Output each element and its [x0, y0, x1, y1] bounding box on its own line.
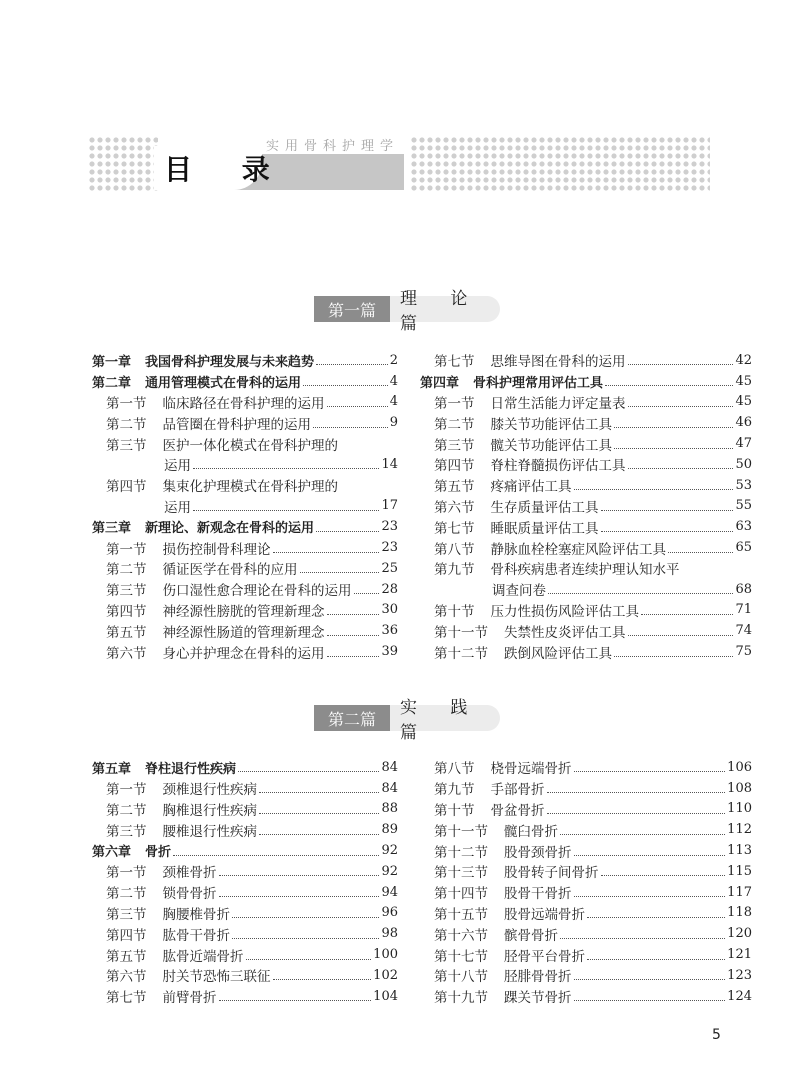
- toc-leader-dots: [300, 571, 380, 573]
- header-dot-pattern-left: [88, 136, 158, 192]
- toc-leader-dots: [547, 812, 726, 814]
- toc-entry-label: 第五章: [92, 761, 132, 777]
- toc-leader-dots: [548, 592, 733, 594]
- toc-entry-title: 脊柱脊髓损伤评估工具: [490, 458, 626, 475]
- toc-entry-label: 第五节: [106, 948, 147, 965]
- toc-entry-page: 28: [381, 581, 398, 597]
- part1-banner: [314, 289, 500, 334]
- toc-leader-dots: [259, 833, 379, 835]
- toc-entry-page: 45: [735, 394, 752, 410]
- toc-entry-page: 94: [381, 884, 398, 900]
- toc-leader-dots: [628, 467, 734, 469]
- toc-section-row: [92, 433, 398, 454]
- toc-entry-page: 88: [381, 801, 398, 817]
- header-dot-pattern-right: [410, 136, 710, 192]
- toc-entry-title: 膝关节功能评估工具: [490, 416, 612, 433]
- toc-section-row: [420, 944, 752, 965]
- toc-section-row: [420, 600, 752, 621]
- toc-entry-label: 第五节: [106, 624, 147, 641]
- part1-left-column: [92, 350, 398, 662]
- toc-leader-dots: [601, 530, 734, 532]
- toc-entry-label: 第七节: [106, 990, 147, 1007]
- toc-leader-dots: [193, 467, 379, 469]
- toc-entry-page: 92: [381, 843, 398, 859]
- toc-entry-label: 第十九节: [434, 990, 488, 1007]
- toc-leader-dots: [316, 530, 379, 532]
- part2-banner: [314, 698, 500, 743]
- toc-leader-dots: [259, 812, 379, 814]
- toc-entry-label: 第三节: [106, 823, 147, 840]
- toc-entry-page: 17: [381, 498, 398, 514]
- toc-chapter-row: [420, 371, 752, 392]
- toc-entry-title: 胸腰椎骨折: [162, 906, 230, 923]
- toc-entry-label: 第一节: [106, 865, 147, 882]
- toc-entry-title: 疼痛评估工具: [490, 479, 572, 496]
- toc-entry-title: 肘关节恐怖三联征: [162, 969, 271, 986]
- toc-leader-dots: [173, 854, 379, 856]
- toc-section-row: [420, 516, 752, 537]
- toc-section-row: [92, 537, 398, 558]
- part2-name: 实 践 篇: [400, 698, 482, 743]
- toc-entry-title: 股骨转子间骨折: [504, 865, 599, 882]
- toc-title: 目 录: [164, 153, 290, 186]
- toc-leader-dots: [601, 874, 726, 876]
- toc-entry-page: 53: [735, 477, 752, 493]
- toc-entry-title: 股骨远端骨折: [504, 906, 585, 923]
- toc-entry-page: 65: [735, 540, 752, 556]
- toc-entry-title: 日常生活能力评定量表: [490, 395, 626, 412]
- toc-section-row: [92, 778, 398, 799]
- toc-leader-dots: [316, 363, 388, 365]
- toc-entry-title: 静脉血栓栓塞症风险评估工具: [490, 541, 666, 558]
- part1-name: 理 论 篇: [400, 289, 482, 334]
- toc-section-row: [420, 433, 752, 454]
- toc-entry-page: 9: [389, 415, 398, 431]
- toc-entry-label: 第七节: [434, 354, 475, 371]
- toc-leader-dots: [587, 958, 725, 960]
- toc-entry-label: 第十六节: [434, 927, 488, 944]
- toc-entry-title: 身心并护理念在骨科的运用: [162, 645, 325, 662]
- toc-entry-page: 113: [727, 843, 752, 859]
- toc-entry-page: 14: [381, 456, 398, 472]
- toc-leader-dots: [327, 634, 380, 636]
- toc-section-row: [420, 923, 752, 944]
- toc-leader-dots: [238, 770, 379, 772]
- toc-leader-dots: [327, 613, 380, 615]
- toc-entry-title: 生存质量评估工具: [490, 499, 599, 516]
- toc-entry-title: 医护一体化模式在骨科护理的: [162, 437, 338, 454]
- toc-entry-page: 2: [389, 352, 398, 368]
- toc-leader-dots: [628, 634, 734, 636]
- toc-leader-dots: [574, 999, 726, 1001]
- toc-chapter-row: [92, 516, 398, 537]
- toc-entry-label: 第十四节: [434, 886, 488, 903]
- toc-section-row: [92, 944, 398, 965]
- toc-entry-title: 骨科疾病患者连续护理认知水平: [490, 562, 680, 579]
- toc-entry-page: 47: [735, 436, 752, 452]
- toc-entry-label: 第三节: [106, 437, 147, 454]
- toc-section-row: [92, 454, 398, 475]
- toc-entry-title: 损伤控制骨科理论: [162, 541, 271, 558]
- toc-entry-page: 89: [381, 822, 398, 838]
- toc-entry-label: 第四节: [106, 927, 147, 944]
- toc-leader-dots: [614, 655, 733, 657]
- toc-entry-title: 股骨颈骨折: [504, 844, 572, 861]
- toc-section-row: [92, 641, 398, 662]
- toc-entry-title: 手部骨折: [490, 782, 545, 799]
- toc-entry-page: 102: [373, 967, 398, 983]
- toc-entry-title: 踝关节骨折: [504, 990, 572, 1007]
- toc-entry-label: 第六章: [92, 845, 132, 861]
- toc-leader-dots: [574, 978, 726, 980]
- toc-entry-title: 跌倒风险评估工具: [504, 645, 612, 662]
- toc-section-row: [420, 778, 752, 799]
- toc-entry-page: 117: [727, 884, 752, 900]
- toc-section-row: [92, 903, 398, 924]
- toc-entry-page: 68: [735, 581, 752, 597]
- toc-section-row: [92, 475, 398, 496]
- toc-entry-title: 腰椎退行性疾病: [162, 823, 257, 840]
- toc-entry-label: 第二节: [434, 416, 475, 433]
- toc-entry-title: 压力性损伤风险评估工具: [490, 603, 639, 620]
- toc-section-row: [92, 986, 398, 1007]
- toc-entry-title: 神经源性肠道的管理新理念: [162, 624, 325, 641]
- toc-leader-dots: [547, 791, 726, 793]
- toc-leader-dots: [628, 405, 734, 407]
- toc-entry-title: 前臂骨折: [162, 990, 217, 1007]
- toc-entry-title: 神经源性膀胱的管理新理念: [162, 603, 325, 620]
- toc-entry-page: 106: [727, 759, 752, 775]
- toc-chapter-row: [92, 371, 398, 392]
- toc-entry-page: 46: [735, 415, 752, 431]
- toc-entry-label: 第十二节: [434, 844, 488, 861]
- toc-section-row: [420, 558, 752, 579]
- toc-section-row: [92, 558, 398, 579]
- toc-entry-label: 第一节: [106, 782, 147, 799]
- toc-section-row: [92, 965, 398, 986]
- toc-entry-title: 睡眠质量评估工具: [490, 520, 599, 537]
- toc-entry-label: 第五节: [434, 479, 475, 496]
- toc-entry-title: 集束化护理模式在骨科护理的: [162, 479, 338, 496]
- toc-entry-label: 第二章: [92, 375, 132, 391]
- book-title: 实用骨科护理学: [266, 139, 400, 154]
- toc-leader-dots: [219, 895, 380, 897]
- toc-entry-label: 第二节: [106, 886, 147, 903]
- toc-leader-dots: [574, 770, 726, 772]
- toc-section-row: [92, 579, 398, 600]
- toc-entry-title: 品管圈在骨科护理的运用: [162, 416, 311, 433]
- toc-leader-dots: [668, 551, 733, 553]
- toc-section-row: [420, 757, 752, 778]
- toc-entry-label: 第十节: [434, 603, 475, 620]
- toc-leader-dots: [246, 958, 372, 960]
- toc-entry-page: 36: [381, 623, 398, 639]
- toc-entry-label: 第九节: [434, 782, 475, 799]
- toc-section-row: [420, 620, 752, 641]
- toc-entry-label: 第一节: [106, 541, 147, 558]
- toc-entry-label: 第十一节: [434, 823, 488, 840]
- toc-entry-label: 第二节: [106, 416, 147, 433]
- toc-entry-label: 第三节: [434, 437, 475, 454]
- toc-entry-page: 42: [735, 352, 752, 368]
- toc-entry-title: 运用: [164, 499, 191, 516]
- toc-entry-label: 第四节: [106, 603, 147, 620]
- part1-right-column: [420, 350, 752, 662]
- toc-entry-label: 第十三节: [434, 865, 488, 882]
- toc-leader-dots: [574, 488, 734, 490]
- toc-entry-page: 39: [381, 644, 398, 660]
- toc-chapter-row: [92, 757, 398, 778]
- toc-entry-page: 63: [735, 519, 752, 535]
- toc-entry-label: 第八节: [434, 541, 475, 558]
- toc-leader-dots: [574, 854, 726, 856]
- toc-section-row: [92, 496, 398, 517]
- toc-section-row: [420, 986, 752, 1007]
- toc-leader-dots: [313, 426, 388, 428]
- toc-section-row: [420, 537, 752, 558]
- part2-left-column: [92, 757, 398, 1007]
- toc-section-row: [420, 861, 752, 882]
- page-header: [88, 132, 710, 190]
- toc-entry-title: 我国骨科护理发展与未来趋势: [145, 354, 315, 370]
- toc-entry-title: 调查问卷: [492, 583, 546, 600]
- toc-entry-page: 75: [735, 644, 752, 660]
- toc-entry-page: 71: [735, 602, 752, 618]
- toc-entry-page: 118: [727, 905, 752, 921]
- toc-entry-label: 第三节: [106, 906, 147, 923]
- part2-right-column: [420, 757, 752, 1007]
- toc-entry-title: 胫腓骨骨折: [504, 969, 572, 986]
- toc-entry-label: 第七节: [434, 520, 475, 537]
- toc-entry-title: 骨科护理常用评估工具: [473, 375, 604, 391]
- toc-entry-title: 胫骨平台骨折: [504, 948, 585, 965]
- toc-leader-dots: [605, 384, 733, 386]
- toc-entry-page: 108: [727, 780, 752, 796]
- toc-entry-title: 临床路径在骨科护理的运用: [162, 395, 325, 412]
- toc-entry-page: 84: [381, 759, 398, 775]
- toc-entry-title: 失禁性皮炎评估工具: [504, 624, 626, 641]
- toc-entry-label: 第十二节: [434, 645, 488, 662]
- toc-entry-page: 120: [727, 926, 752, 942]
- toc-section-row: [420, 454, 752, 475]
- toc-entry-page: 123: [727, 967, 752, 983]
- toc-entry-label: 第八节: [434, 761, 475, 778]
- toc-entry-title: 锁骨骨折: [162, 886, 217, 903]
- toc-section-row: [420, 475, 752, 496]
- toc-leader-dots: [628, 363, 734, 365]
- toc-section-row: [92, 620, 398, 641]
- toc-entry-page: 104: [373, 988, 398, 1004]
- toc-entry-page: 100: [373, 947, 398, 963]
- toc-entry-label: 第二节: [106, 802, 147, 819]
- toc-entry-title: 思维导图在骨科的运用: [490, 354, 626, 371]
- page-number: 5: [712, 1027, 721, 1043]
- toc-section-row: [420, 799, 752, 820]
- toc-section-row: [420, 496, 752, 517]
- toc-entry-page: 96: [381, 905, 398, 921]
- toc-entry-label: 第九节: [434, 562, 475, 579]
- toc-leader-dots: [614, 447, 733, 449]
- toc-entry-label: 第六节: [434, 499, 475, 516]
- toc-leader-dots: [574, 895, 726, 897]
- toc-entry-label: 第四节: [434, 458, 475, 475]
- toc-entry-title: 髌骨骨折: [504, 927, 558, 944]
- toc-leader-dots: [219, 874, 380, 876]
- toc-section-row: [92, 600, 398, 621]
- toc-entry-label: 第二节: [106, 562, 147, 579]
- toc-entry-label: 第六节: [106, 969, 147, 986]
- toc-entry-label: 第一节: [434, 395, 475, 412]
- toc-entry-page: 110: [727, 801, 752, 817]
- toc-leader-dots: [232, 916, 379, 918]
- toc-entry-page: 4: [389, 394, 398, 410]
- toc-section-row: [420, 392, 752, 413]
- toc-entry-title: 颈椎退行性疾病: [162, 782, 257, 799]
- toc-entry-title: 循证医学在骨科的应用: [162, 562, 298, 579]
- toc-section-row: [420, 840, 752, 861]
- toc-leader-dots: [273, 551, 380, 553]
- toc-section-row: [92, 392, 398, 413]
- toc-leader-dots: [273, 978, 372, 980]
- toc-entry-page: 92: [381, 863, 398, 879]
- toc-section-row: [420, 350, 752, 371]
- toc-entry-label: 第六节: [106, 645, 147, 662]
- toc-entry-label: 第三章: [92, 521, 132, 537]
- toc-section-row: [92, 819, 398, 840]
- toc-entry-label: 第十八节: [434, 969, 488, 986]
- toc-entry-page: 45: [735, 373, 752, 389]
- toc-entry-page: 4: [389, 373, 398, 389]
- toc-entry-title: 伤口湿性愈合理论在骨科的运用: [162, 583, 352, 600]
- toc-section-row: [420, 641, 752, 662]
- toc-entry-page: 50: [735, 456, 752, 472]
- toc-entry-title: 骨折: [145, 845, 172, 861]
- toc-entry-label: 第四节: [106, 479, 147, 496]
- toc-leader-dots: [327, 655, 380, 657]
- toc-leader-dots: [193, 509, 379, 511]
- toc-section-row: [92, 412, 398, 433]
- toc-entry-title: 新理论、新观念在骨科的运用: [145, 521, 315, 537]
- toc-leader-dots: [327, 405, 388, 407]
- toc-entry-page: 30: [381, 602, 398, 618]
- toc-section-row: [92, 882, 398, 903]
- toc-section-row: [92, 799, 398, 820]
- toc-entry-title: 骨盆骨折: [490, 802, 545, 819]
- toc-section-row: [420, 965, 752, 986]
- toc-entry-label: 第三节: [106, 583, 147, 600]
- toc-entry-title: 肱骨干骨折: [162, 927, 230, 944]
- toc-entry-page: 121: [727, 947, 752, 963]
- part2-number: 第二篇: [314, 705, 390, 731]
- toc-section-row: [420, 903, 752, 924]
- toc-entry-title: 脊柱退行性疾病: [145, 761, 237, 777]
- toc-entry-label: 第十一节: [434, 624, 488, 641]
- toc-leader-dots: [303, 384, 388, 386]
- toc-chapter-row: [92, 350, 398, 371]
- toc-entry-title: 髋臼骨折: [504, 823, 558, 840]
- toc-entry-page: 55: [735, 498, 752, 514]
- part1-number: 第一篇: [314, 296, 390, 322]
- toc-leader-dots: [219, 999, 372, 1001]
- toc-section-row: [420, 882, 752, 903]
- toc-section-row: [420, 819, 752, 840]
- toc-entry-label: 第十七节: [434, 948, 488, 965]
- toc-entry-title: 桡骨远端骨折: [490, 761, 572, 778]
- toc-entry-label: 第一章: [92, 354, 132, 370]
- toc-leader-dots: [587, 916, 725, 918]
- toc-section-row: [92, 861, 398, 882]
- toc-entry-label: 第一节: [106, 395, 147, 412]
- toc-leader-dots: [614, 426, 733, 428]
- toc-entry-page: 124: [727, 988, 752, 1004]
- toc-entry-title: 肱骨近端骨折: [162, 948, 244, 965]
- toc-entry-page: 84: [381, 780, 398, 796]
- toc-entry-title: 胸椎退行性疾病: [162, 802, 257, 819]
- toc-entry-page: 74: [735, 623, 752, 639]
- toc-entry-page: 23: [381, 540, 398, 556]
- toc-entry-title: 颈椎骨折: [162, 865, 217, 882]
- toc-entry-label: 第十节: [434, 802, 475, 819]
- toc-entry-page: 112: [727, 822, 752, 838]
- toc-leader-dots: [560, 937, 725, 939]
- toc-entry-title: 通用管理模式在骨科的运用: [145, 375, 302, 391]
- toc-chapter-row: [92, 840, 398, 861]
- toc-entry-page: 25: [381, 560, 398, 576]
- toc-entry-page: 115: [727, 863, 752, 879]
- toc-section-row: [92, 923, 398, 944]
- toc-entry-page: 23: [381, 519, 398, 535]
- toc-entry-page: 98: [381, 926, 398, 942]
- toc-entry-title: 股骨干骨折: [504, 886, 572, 903]
- toc-leader-dots: [259, 791, 379, 793]
- toc-entry-label: 第十五节: [434, 906, 488, 923]
- toc-entry-title: 运用: [164, 458, 191, 475]
- toc-leader-dots: [601, 509, 734, 511]
- toc-entry-label: 第四章: [420, 375, 460, 391]
- toc-section-row: [420, 412, 752, 433]
- toc-section-row: [420, 579, 752, 600]
- toc-leader-dots: [560, 833, 725, 835]
- toc-leader-dots: [641, 613, 733, 615]
- toc-leader-dots: [354, 592, 380, 594]
- toc-leader-dots: [232, 937, 379, 939]
- toc-entry-title: 髋关节功能评估工具: [490, 437, 612, 454]
